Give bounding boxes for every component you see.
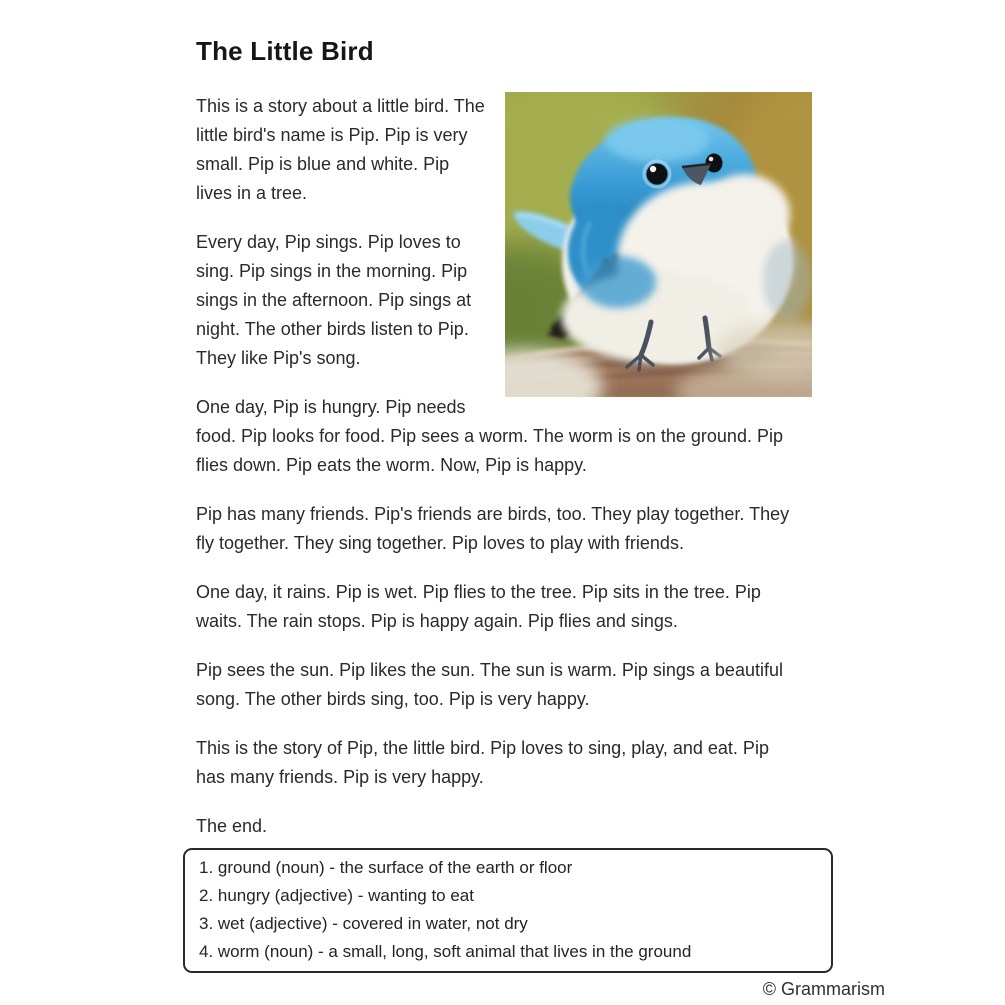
story-paragraph: Pip sees the sun. Pip likes the sun. The sun is warm. Pip sings a beautiful song. The other birds sing, too. Pip is very happy. [196, 660, 783, 709]
vocabulary-list [199, 854, 817, 966]
story-paragraph: Pip has many friends. Pip's friends are birds, too. They play together. They fly together. They sing together. Pip loves to play with friends. [196, 504, 790, 553]
vocabulary-item: 1. ground (noun) - the surface of the earth or floor [199, 858, 573, 877]
worksheet-content [196, 38, 800, 973]
story-paragraph: One day, it rains. Pip is wet. Pip flies to the tree. Pip sits in the tree. Pip waits. The rain stops. Pip is happy again. Pip flies and sings. [196, 582, 761, 631]
story-paragraph: One day, Pip is hungry. Pip needs food. Pip looks for food. Pip sees a worm. The worm is on the ground. Pip flies down. Pip eats the worm. Now, Pip is happy. [196, 397, 783, 475]
vocabulary-box [183, 848, 833, 973]
vocabulary-item: 4. worm (noun) - a small, long, soft animal that lives in the ground [199, 942, 692, 961]
bird-photo-illustration [505, 92, 812, 397]
story-paragraph: This is a story about a little bird. The little bird's name is Pip. Pip is very small. Pip is blue and white. Pip lives in a tree. [196, 96, 485, 203]
vocabulary-item: 3. wet (adjective) - covered in water, not dry [199, 914, 528, 933]
story-paragraph: This is the story of Pip, the little bird. Pip loves to sing, play, and eat. Pip has many friends. Pip is very happy. [196, 738, 769, 787]
bird-photo [505, 92, 812, 397]
copyright-credit: © Grammarism [762, 979, 885, 999]
story-paragraph: Every day, Pip sings. Pip loves to sing. Pip sings in the morning. Pip sings in the afternoon. Pip sings at night. The other birds listen to Pip. They like Pip's song. [196, 232, 472, 368]
vocabulary-item: 2. hungry (adjective) - wanting to eat [199, 886, 474, 905]
story-paragraph: The end. [196, 816, 268, 836]
page-title: The Little Bird [196, 36, 374, 66]
story [196, 92, 800, 841]
